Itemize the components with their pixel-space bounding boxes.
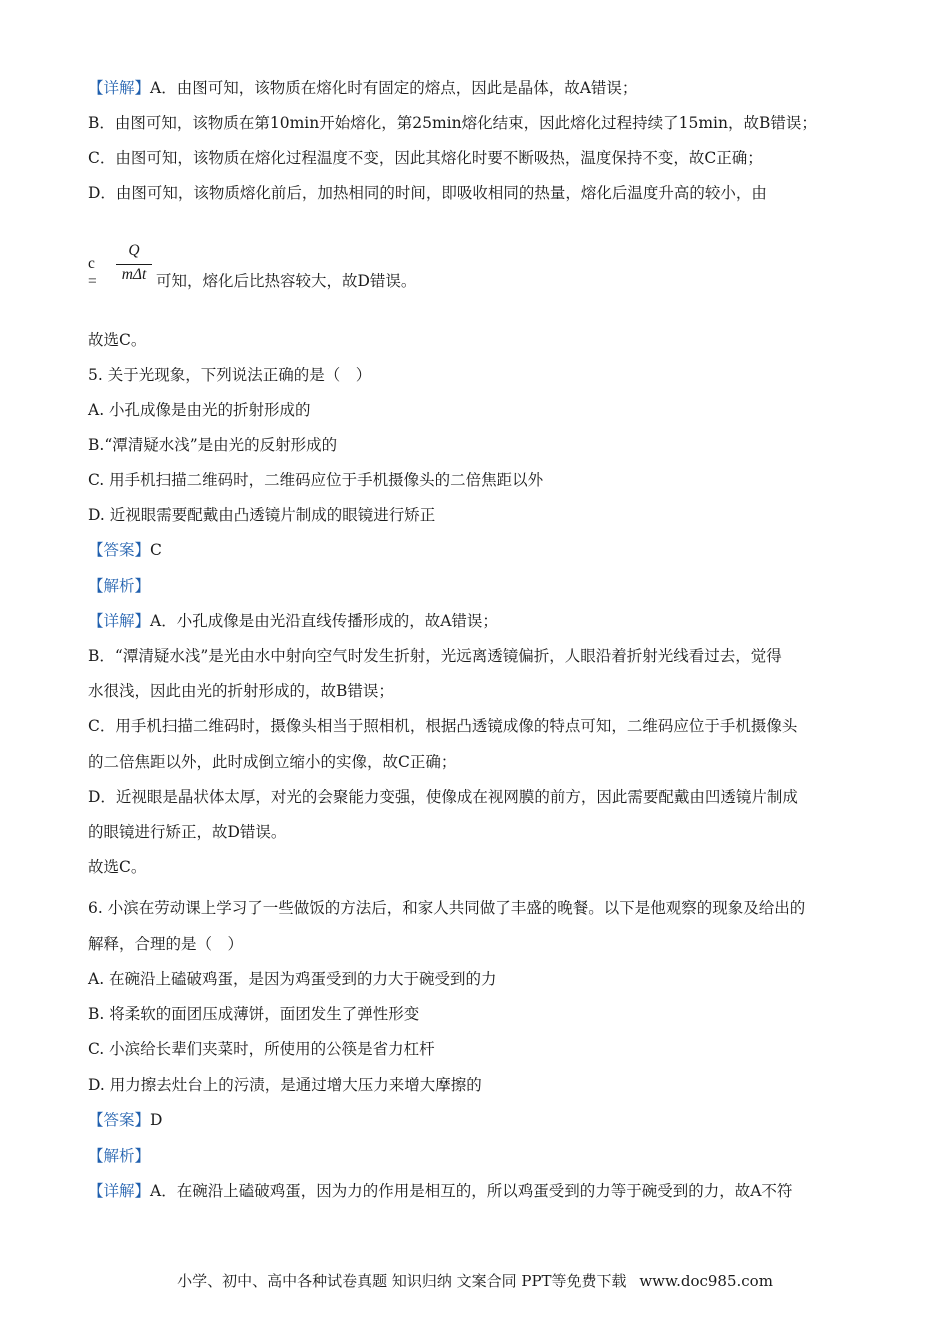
line-text: A．在碗沿上磕破鸡蛋，因为力的作用是相互的，所以鸡蛋受到的力等于碗受到的力，故A不符	[150, 1182, 793, 1200]
text-line	[88, 898, 805, 918]
footer-url[interactable]: www.doc985.com	[639, 1272, 773, 1290]
footer-text: 小学、初中、高中各种试卷真题 知识归纳 文案合同 PPT等免费下载	[177, 1272, 627, 1290]
text-line	[88, 716, 797, 736]
text-line	[88, 78, 637, 98]
line-text: 水很浅，因此由光的折射形成的，故B错误；	[88, 682, 394, 700]
section-tag: 【详解】	[88, 612, 151, 630]
text-line	[88, 611, 498, 631]
text-line	[88, 934, 243, 954]
line-text: C．由图可知，该物质在熔化过程温度不变，因此其熔化时要不断吸热，温度保持不变，故C正确；	[88, 149, 763, 167]
line-text: C．用手机扫描二维码时，摄像头相当于照相机，根据凸透镜成像的特点可知，二维码应位于手机摄像头	[88, 717, 798, 735]
line-text: D	[150, 1111, 163, 1129]
text-line	[88, 787, 798, 807]
text-line	[88, 576, 150, 596]
line-text: C. 用手机扫描二维码时，二维码应位于手机摄像头的二倍焦距以外	[88, 471, 544, 489]
text-line	[88, 470, 543, 490]
line-text: D．由图可知，该物质熔化前后，加热相同的时间，即吸收相同的热量，熔化后温度升高的较小，由	[88, 184, 767, 202]
text-line	[88, 183, 767, 203]
section-tag: 【答案】	[88, 1111, 151, 1129]
section-tag: 【答案】	[88, 541, 151, 559]
section-tag: 【解析】	[88, 1147, 151, 1165]
text-line	[88, 113, 817, 133]
line-text: 5. 关于光现象，下列说法正确的是（ ）	[88, 366, 372, 384]
line-text: B．由图可知，该物质在第10min开始熔化，第25min熔化结束，因此熔化过程持续了15min，故B错误；	[88, 114, 817, 132]
line-text: D. 近视眼需要配戴由凸透镜片制成的眼镜进行矫正	[88, 506, 436, 524]
text-line	[88, 435, 337, 455]
line-text: D. 用力擦去灶台上的污渍，是通过增大压力来增大摩擦的	[88, 1076, 482, 1094]
text-line	[88, 752, 456, 772]
text-line	[88, 505, 435, 525]
formula-lhs: c =	[88, 255, 97, 290]
line-text: B．“潭清疑水浅”是光由水中射向空气时发生折射，光远离透镜偏折，人眼沿着折射光线看过去，觉得	[88, 647, 782, 665]
section-tag: 【详解】	[88, 79, 151, 97]
text-line	[88, 540, 162, 560]
line-text: C	[150, 541, 162, 559]
line-text: 故选C。	[88, 858, 147, 876]
text-line	[88, 1075, 482, 1095]
text-line	[88, 1039, 435, 1059]
line-text: A．由图可知，该物质在熔化时有固定的熔点，因此是晶体，故A错误；	[150, 79, 638, 97]
formula-numerator: Q	[128, 242, 140, 259]
text-line	[88, 969, 497, 989]
line-text: B. 将柔软的面团压成薄饼，面团发生了弹性形变	[88, 1005, 420, 1023]
text-line	[88, 681, 394, 701]
line-text: 解释，合理的是（ ）	[88, 935, 244, 953]
formula-denominator: mΔt	[121, 266, 147, 283]
line-text: B.“潭清疑水浅”是由光的反射形成的	[88, 436, 338, 454]
text-line	[88, 365, 371, 385]
line-text: C. 小滨给长辈们夹菜时，所使用的公筷是省力杠杆	[88, 1040, 435, 1058]
text-line	[88, 400, 311, 420]
line-text: A．小孔成像是由光沿直线传播形成的，故A错误；	[150, 612, 498, 630]
text-line	[88, 148, 763, 168]
text-line	[88, 330, 146, 350]
text-line	[88, 646, 782, 666]
section-tag: 【解析】	[88, 577, 151, 595]
text-line	[88, 1110, 162, 1130]
section-tag: 【详解】	[88, 1182, 151, 1200]
page-footer	[0, 1270, 950, 1291]
line-text: 6. 小滨在劳动课上学习了一些做饭的方法后，和家人共同做了丰盛的晚餐。以下是他观察的现象及给出的	[88, 899, 806, 917]
line-text: A. 小孔成像是由光的折射形成的	[88, 401, 311, 419]
text-line	[88, 822, 286, 842]
text-line	[88, 1004, 419, 1024]
line-text: 的二倍焦距以外，此时成倒立缩小的实像，故C正确；	[88, 753, 457, 771]
text-line	[88, 857, 146, 877]
formula-trailing-text: 可知，熔化后比热容较大，故D错误。	[156, 272, 417, 290]
line-text: A. 在碗沿上磕破鸡蛋，是因为鸡蛋受到的力大于碗受到的力	[88, 970, 497, 988]
line-text: 的眼镜进行矫正，故D错误。	[88, 823, 287, 841]
text-line	[88, 1146, 150, 1166]
line-text: D．近视眼是晶状体太厚，对光的会聚能力变强，使像成在视网膜的前方，因此需要配戴由凹透镜片制成	[88, 788, 798, 806]
text-line	[88, 1181, 792, 1201]
line-text: 故选C。	[88, 331, 147, 349]
fraction-bar	[116, 264, 152, 265]
